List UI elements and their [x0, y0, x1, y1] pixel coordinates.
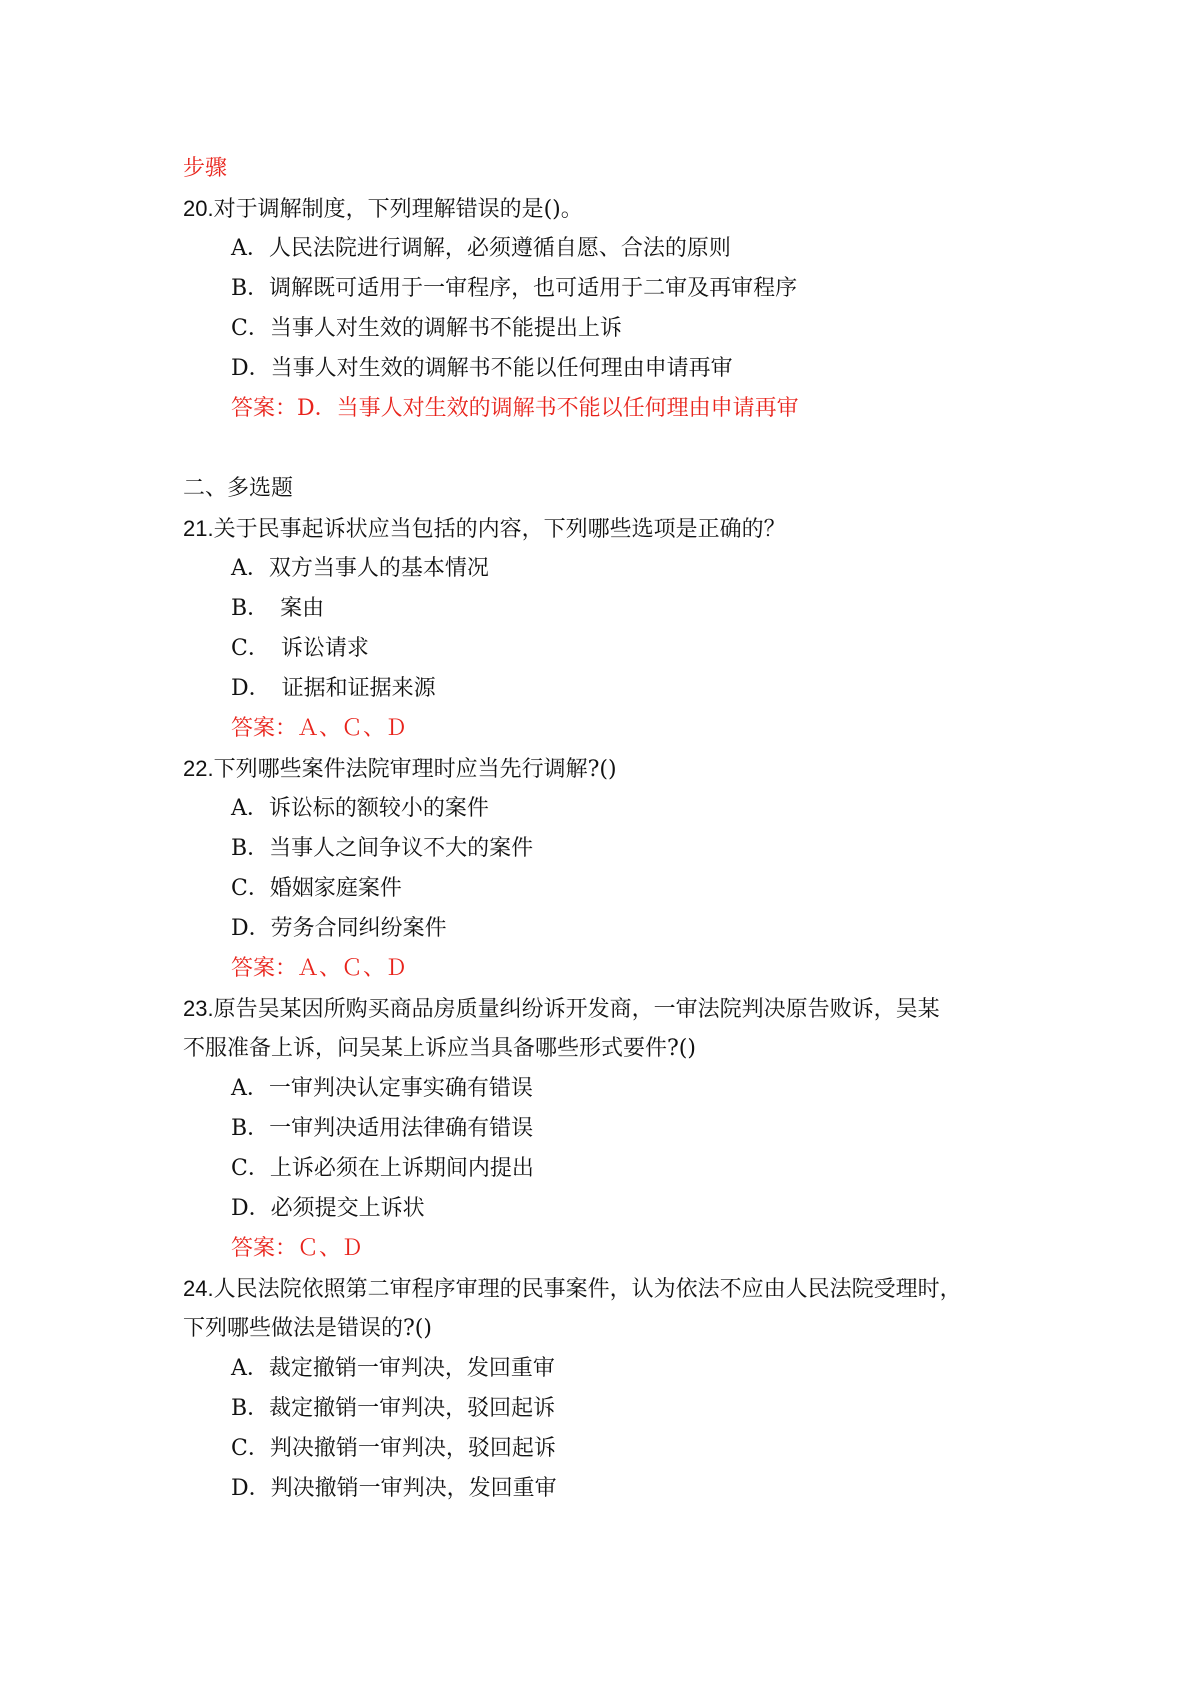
q21-option-b: B． 案由 [231, 596, 325, 621]
question-24-stem [183, 1274, 962, 1304]
q21-option-d: D． 证据和证据来源 [231, 676, 436, 701]
q23-option-b: B．一审判决适用法律确有错误 [231, 1116, 534, 1141]
q23-option-d: D．必须提交上诉状 [231, 1196, 425, 1221]
q22-option-a: A．诉讼标的额较小的案件 [231, 796, 489, 821]
q23-answer: 答案：Ｃ、Ｄ [231, 1236, 364, 1261]
q24-option-c: C．判决撤销一审判决，驳回起诉 [231, 1436, 556, 1461]
question-23-stem [183, 994, 940, 1024]
header-label: 步骤 [183, 156, 228, 181]
q24-option-d: D．判决撤销一审判决，发回重审 [231, 1476, 557, 1501]
q21-option-c: C． 诉讼请求 [231, 636, 369, 661]
question-number: 22. [183, 756, 214, 781]
question-24-stem-continued: 下列哪些做法是错误的?() [183, 1316, 432, 1341]
question-text: 对于调解制度，下列理解错误的是()。 [213, 197, 583, 222]
q21-answer: 答案：Ａ、Ｃ、Ｄ [231, 716, 408, 741]
q20-option-d: D．当事人对生效的调解书不能以任何理由申请再审 [231, 356, 733, 381]
question-text: 人民法院依照第二审程序审理的民事案件，认为依法不应由人民法院受理时， [213, 1277, 962, 1302]
q23-option-a: A．一审判决认定事实确有错误 [231, 1076, 533, 1101]
question-text: 原告吴某因所购买商品房质量纠纷诉开发商，一审法院判决原告败诉，吴某 [213, 997, 940, 1022]
q24-option-b: B．裁定撤销一审判决，驳回起诉 [231, 1396, 556, 1421]
q20-option-a: A．人民法院进行调解，必须遵循自愿、合法的原则 [231, 236, 731, 261]
q20-option-b: B．调解既可适用于一审程序，也可适用于二审及再审程序 [231, 276, 798, 301]
question-number: 23. [183, 996, 214, 1021]
question-20-stem [183, 194, 583, 224]
question-22-stem [183, 754, 617, 784]
q22-option-b: B．当事人之间争议不大的案件 [231, 836, 534, 861]
question-number: 21. [183, 516, 214, 541]
q24-option-a: A．裁定撤销一审判决，发回重审 [231, 1356, 555, 1381]
section-title: 二、多选题 [183, 476, 294, 501]
q22-option-d: D．劳务合同纠纷案件 [231, 916, 447, 941]
q23-option-c: C．上诉必须在上诉期间内提出 [231, 1156, 534, 1181]
question-text: 关于民事起诉状应当包括的内容，下列哪些选项是正确的？ [213, 517, 786, 542]
question-text: 下列哪些案件法院审理时应当先行调解?() [213, 757, 617, 782]
question-23-stem-continued: 不服准备上诉，问吴某上诉应当具备哪些形式要件?() [183, 1036, 696, 1061]
q20-option-c: C．当事人对生效的调解书不能提出上诉 [231, 316, 622, 341]
question-number: 20. [183, 196, 214, 221]
question-21-stem [183, 514, 786, 544]
q22-option-c: C．婚姻家庭案件 [231, 876, 402, 901]
q20-answer: 答案：D．当事人对生效的调解书不能以任何理由申请再审 [231, 396, 799, 421]
question-number: 24. [183, 1276, 214, 1301]
q21-option-a: A．双方当事人的基本情况 [231, 556, 489, 581]
q22-answer: 答案：Ａ、Ｃ、Ｄ [231, 956, 408, 981]
